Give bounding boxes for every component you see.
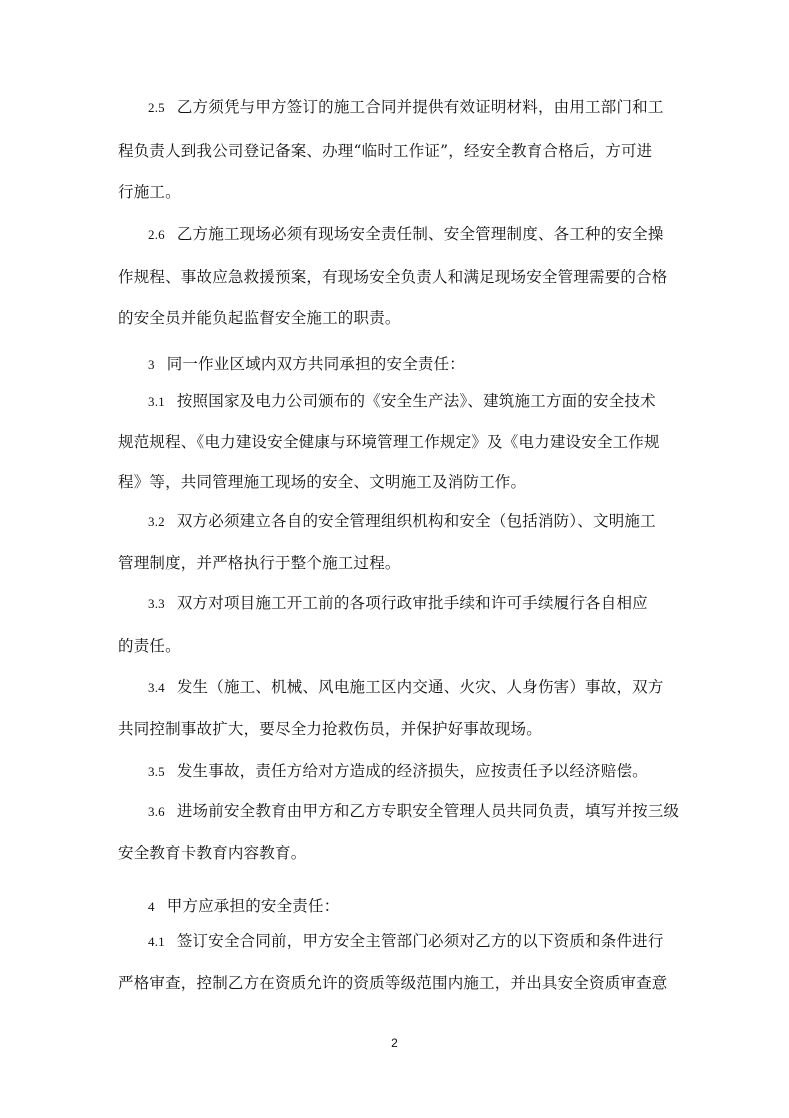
paragraph-3-1-line-2: 规范规程、《电力建设安全健康与环境管理工作规定》及《电力建设安全工作规 bbox=[118, 433, 660, 451]
paragraph-3-1-line-1 bbox=[148, 391, 674, 412]
clause-number: 4.1 bbox=[148, 934, 165, 949]
paragraph-2-6-line-1 bbox=[148, 224, 674, 245]
paragraph-4-1-line-2: 严格审查，控制乙方在资质允许的资质等级范围内施工，并出具安全资质审查意 bbox=[118, 974, 668, 992]
clause-number: 2.6 bbox=[148, 227, 165, 242]
text: 双方对项目施工开工前的各项行政审批手续和许可手续履行各自相应 bbox=[176, 594, 648, 612]
page-number: 2 bbox=[391, 1036, 398, 1050]
text: 签订安全合同前，甲方安全主管部门必须对乙方的以下资质和条件进行 bbox=[176, 932, 664, 950]
text: 乙方须凭与甲方签订的施工合同并提供有效证明材料，由用工部门和工 bbox=[176, 98, 664, 116]
clause-number: 3.1 bbox=[148, 394, 165, 409]
paragraph-3-6-line-1 bbox=[148, 801, 680, 822]
clause-number: 3.5 bbox=[148, 764, 165, 779]
paragraph-2-5-line-1 bbox=[148, 97, 674, 118]
paragraph-2-6-line-3: 的安全员并能负起监督安全施工的职责。 bbox=[118, 309, 401, 327]
paragraph-3-2-line-1 bbox=[148, 511, 674, 532]
paragraph-3-4-line-2: 共同控制事故扩大，要尽全力抢救伤员，并保护好事故现场。 bbox=[118, 720, 542, 738]
clause-number: 3.2 bbox=[148, 514, 165, 529]
text: 双方必须建立各自的安全管理组织机构和安全（包括消防）、文明施工 bbox=[176, 512, 656, 530]
clause-number: 3.6 bbox=[148, 804, 165, 819]
paragraph-3-3-line-2: 的责任。 bbox=[118, 637, 181, 655]
text: 进场前安全教育由甲方和乙方专职安全管理人员共同负责，填写并按三级 bbox=[176, 802, 680, 820]
clause-number: 3.4 bbox=[148, 680, 165, 695]
text: 发生事故，责任方给对方造成的经济损失，应按责任予以经济赔偿。 bbox=[176, 762, 648, 780]
paragraph-3-6-line-2: 安全教育卡教育内容教育。 bbox=[118, 844, 307, 862]
paragraph-3-1-line-3: 程》等，共同管理施工现场的安全、文明施工及消防工作。 bbox=[118, 473, 527, 491]
clause-number: 2.5 bbox=[148, 100, 165, 115]
section-number: 3 bbox=[148, 357, 155, 372]
paragraph-3-2-line-2: 管理制度，并严格执行于整个施工过程。 bbox=[118, 554, 401, 572]
section-3-heading bbox=[148, 354, 674, 375]
text: 甲方应承担的安全责任： bbox=[166, 897, 340, 915]
paragraph-3-3-line-1 bbox=[148, 593, 674, 614]
paragraph-3-4-line-1 bbox=[148, 677, 674, 698]
text: 同一作业区域内双方共同承担的安全责任： bbox=[166, 355, 466, 373]
text: 乙方施工现场必须有现场安全责任制、安全管理制度、各工种的安全操 bbox=[176, 225, 664, 243]
section-number: 4 bbox=[148, 899, 155, 914]
text: 按照国家及电力公司颁布的《安全生产法》、建筑施工方面的安全技术 bbox=[176, 392, 656, 410]
paragraph-2-5-line-2: 程负责人到我公司登记备案、办理“临时工作证”，经安全教育合格后，方可进 bbox=[118, 142, 653, 160]
paragraph-3-5-line-1 bbox=[148, 761, 674, 782]
paragraph-4-1-line-1 bbox=[148, 931, 674, 952]
section-4-heading bbox=[148, 896, 674, 917]
paragraph-2-5-line-3: 行施工。 bbox=[118, 183, 181, 201]
clause-number: 3.3 bbox=[148, 596, 165, 611]
text: 发生（施工、机械、风电施工区内交通、火灾、人身伤害）事故，双方 bbox=[176, 678, 664, 696]
paragraph-2-6-line-2: 作规程、事故应急救援预案，有现场安全负责人和满足现场安全管理需要的合格 bbox=[118, 268, 668, 286]
